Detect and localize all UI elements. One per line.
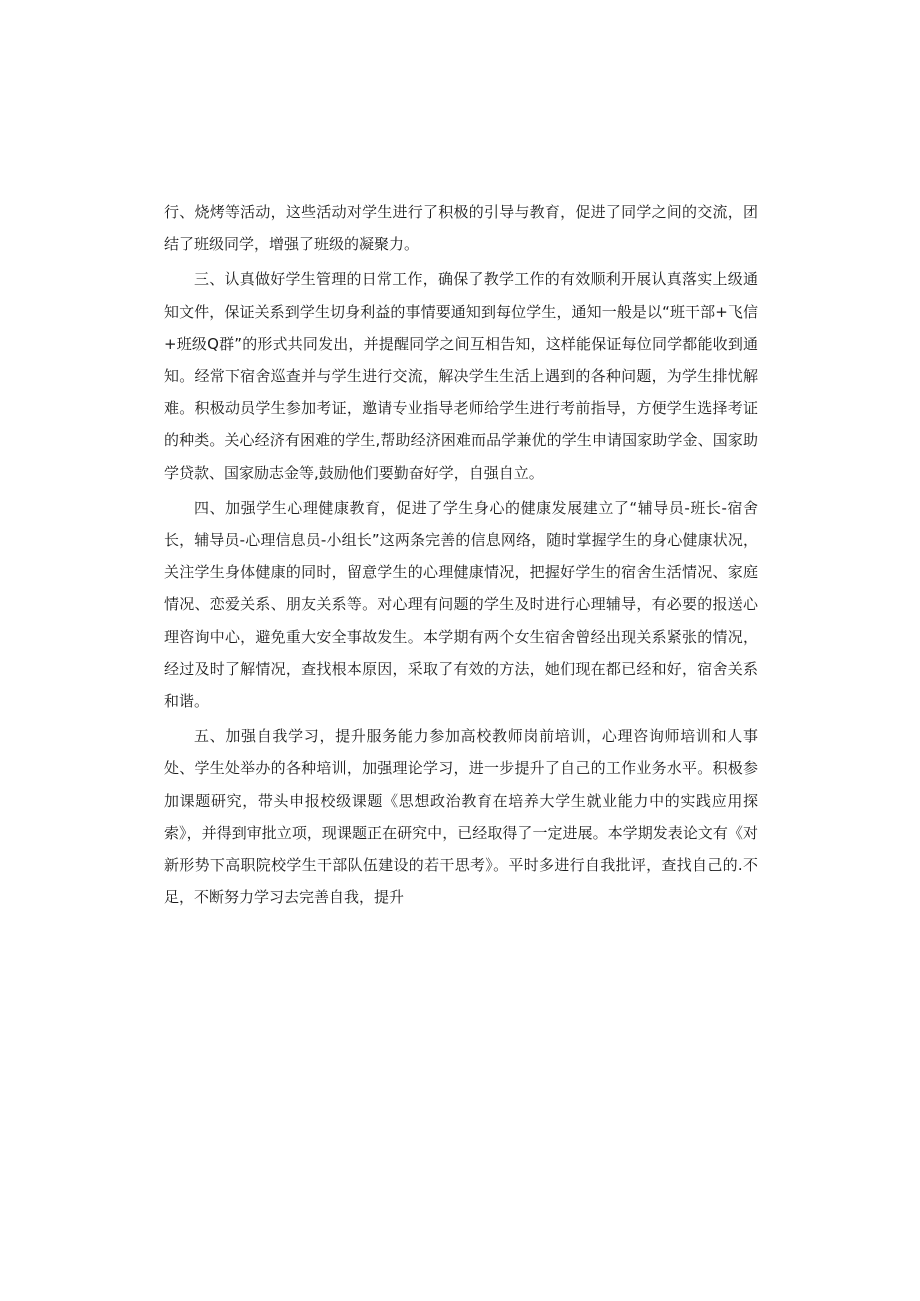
document-body <box>164 196 758 913</box>
paragraph-mental-health: 四、加强学生心理健康教育，促进了学生身心的健康发展建立了“辅导员-班长-宿舍长，辅导员-心理信息员-小组长”这两条完善的信息网络，随时掌握学生的身心健康状况，关注学生身体健康的同时，留意学生的心理健康情况，把握好学生的宿舍生活情况、家庭情况、恋爱关系、朋友关系等。对心理有问题的学生及时进行心理辅导，有必要的报送心理咨询中心，避免重大安全事故发生。本学期有两个女生宿舍曾经出现关系紧张的情况，经过及时了解情况，查找根本原因，采取了有效的方法，她们现在都已经和好，宿舍关系和谐。 <box>164 498 758 711</box>
paragraph-student-management: 三、认真做好学生管理的日常工作，确保了教学工作的有效顺利开展认真落实上级通知文件，保证关系到学生切身利益的事情要通知到每位学生，通知一般是以“班干部+飞信+班级Q群”的形式共同发出，并提醒同学之间互相告知，这样能保证每位同学都能收到通知。经常下宿舍巡查并与学生进行交流，解决学生生活上遇到的各种问题，为学生排忧解难。积极动员学生参加考证，邀请专业指导老师给学生进行考前指导，方便学生选择考证的种类。关心经济有困难的学生,帮助经济困难而品学兼优的学生申请国家助学金、国家助学贷款、国家励志金等,鼓励他们要勤奋好学，自强自立。 <box>164 270 758 482</box>
paragraph-continuation: 行、烧烤等活动，这些活动对学生进行了积极的引导与教育，促进了同学之间的交流，团结了班级同学，增强了班级的凝聚力。 <box>164 203 758 254</box>
paragraph-self-study: 五、加强自我学习，提升服务能力参加高校教师岗前培训，心理咨询师培训和人事处、学生处举办的各种培训，加强理论学习，进一步提升了自己的工作业务水平。积极参加课题研究，带头申报校级课题《思想政治教育在培养大学生就业能力中的实践应用探索》，并得到审批立项，现课题正在研究中，已经取得了一定进展。本学期发表论文有《对新形势下高职院校学生干部队伍建设的若干思考》。平时多进行自我批评，查找自己的.不足，不断努力学习去完善自我，提升 <box>164 727 758 907</box>
